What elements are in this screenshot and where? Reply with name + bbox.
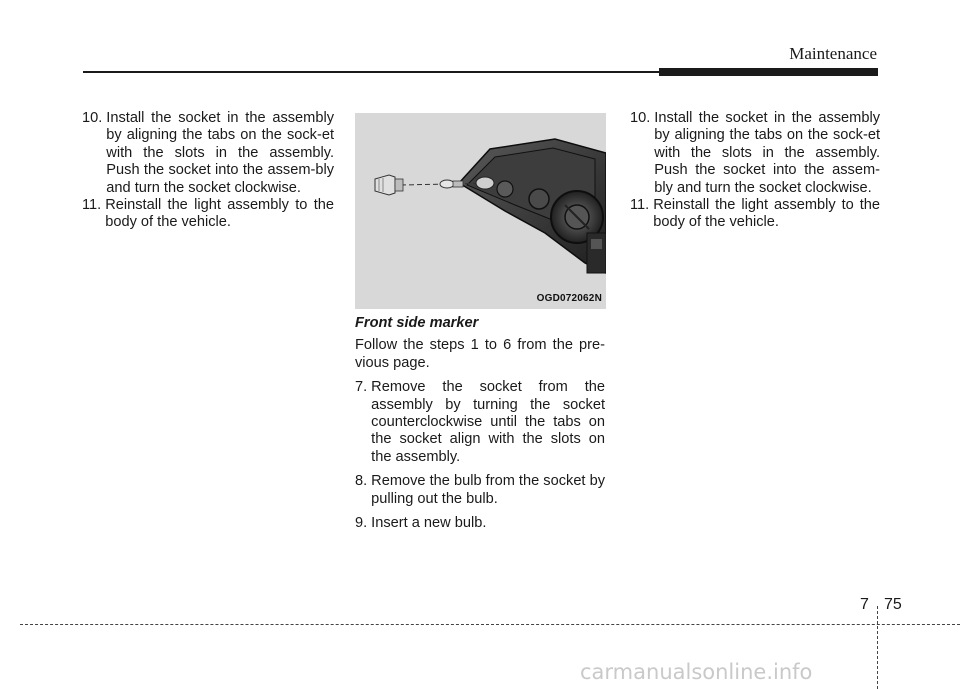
bulb-socket-illustration: [355, 113, 606, 309]
chapter-number: 7: [860, 596, 869, 613]
headlamp-assembly-drawing: [355, 113, 606, 309]
middle-column: [355, 315, 605, 532]
header-rule-bar: [659, 68, 878, 76]
intro-paragraph: Follow the steps 1 to 6 from the pre-vious page.: [355, 337, 605, 371]
step-text: Remove the socket from the assembly by turning the socket counterclockwise until the tabs on the socket align with the slots on the assembly.: [371, 379, 605, 465]
watermark: carmanualsonline.info: [580, 660, 813, 684]
subsection-heading: Front side marker: [355, 315, 479, 331]
step-number: 11.: [82, 197, 102, 214]
header-rule: [83, 71, 661, 73]
footer-divider: [877, 606, 878, 689]
left-column: [82, 110, 334, 232]
right-column: [630, 110, 880, 232]
step-number: 7.: [355, 379, 368, 396]
step-text: Install the socket in the assembly by aligning the tabs on the sock-et with the slots in the assembly. Push the socket into the assem-bly and turn the socket clockwise.: [106, 110, 334, 196]
step-number: 10.: [82, 110, 103, 126]
step-9: [355, 515, 605, 532]
figure-caption: OGD072062N: [536, 293, 602, 304]
page-number: 75: [884, 596, 902, 613]
step-number: 8.: [355, 473, 368, 490]
step-10: [82, 110, 334, 197]
step-text: Reinstall the light assembly to the body of the vehicle.: [105, 197, 334, 231]
section-title: Maintenance: [789, 44, 877, 63]
step-7: [355, 379, 605, 466]
step-8: [355, 473, 605, 508]
footer-rule: [20, 624, 960, 625]
step-11: [82, 197, 334, 232]
step-number: 9.: [355, 515, 368, 532]
step-text: Insert a new bulb.: [371, 515, 487, 532]
step-11: [630, 197, 880, 232]
step-text: Install the socket in the assembly by aligning the tabs on the sock-et with the slots in the assembly. Push the socket into the assem-bly and turn the socket clockwise.: [654, 110, 880, 196]
step-number: 11.: [630, 197, 650, 214]
step-number: 10.: [630, 110, 651, 126]
step-text: Remove the bulb from the socket by pulling out the bulb.: [371, 473, 605, 507]
step-text: Reinstall the light assembly to the body of the vehicle.: [653, 197, 880, 231]
step-10: [630, 110, 880, 197]
